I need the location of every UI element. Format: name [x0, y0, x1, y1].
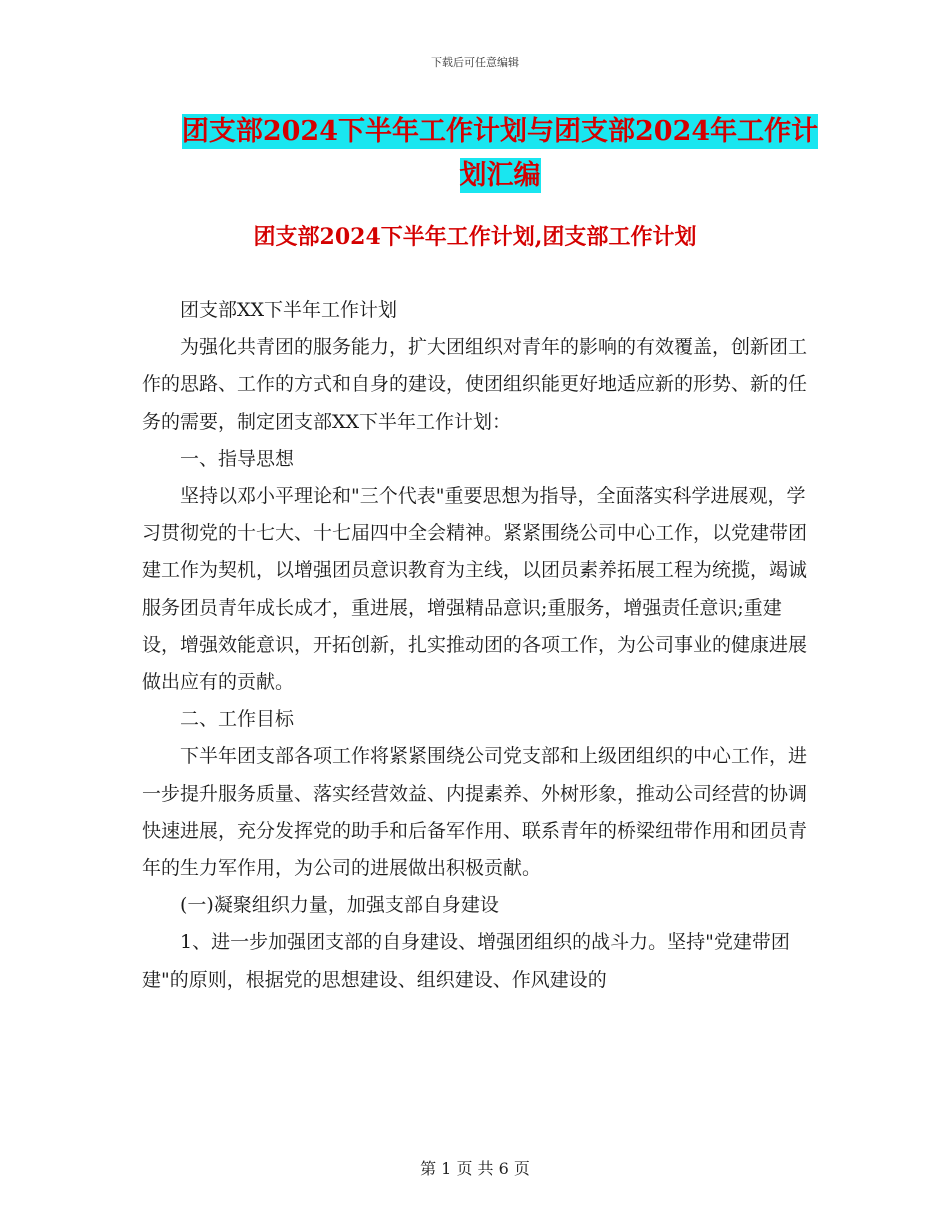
paragraph-item-1: 1、进一步加强团支部的自身建设、增强团组织的战斗力。坚持"党建带团建"的原则，根据党的思想建设、组织建设、作风建设的	[142, 931, 790, 991]
document-title	[140, 110, 860, 198]
heading-guiding-thought: 一、指导思想	[180, 447, 295, 470]
header-note: 下载后可任意编辑	[431, 56, 519, 69]
title-line-2: 划汇编	[459, 160, 541, 191]
title-line-1: 团支部2024下半年工作计划与团支部2024年工作计	[181, 116, 819, 147]
paragraph-plan-name: 团支部XX下半年工作计划	[180, 299, 398, 321]
page-footer: 第 1 页 共 6 页	[420, 1159, 530, 1178]
document-body	[142, 292, 810, 999]
section-title: 团支部2024下半年工作计划,团支部工作计划	[253, 224, 697, 250]
heading-subsection-1: (一)凝聚组织力量，加强支部自身建设	[180, 894, 499, 917]
heading-work-goals: 二、工作目标	[180, 708, 295, 731]
paragraph-guiding-thought: 坚持以邓小平理论和"三个代表"重要思想为指导，全面落实科学进展观，学习贯彻党的十七大、十七届四中全会精神。紧紧围绕公司中心工作，以党建带团建工作为契机，以增强团员意识教育为主线，以团员素养拓展工程为统揽，竭诚服务团员青年成长成才，重进展，增强精品意识;重服务，增强责任意识;重建设，增强效能意识，开拓创新，扎实推动团的各项工作，为公司事业的健康进展做出应有的贡献。	[142, 485, 808, 694]
paragraph-intro: 为强化共青团的服务能力，扩大团组织对青年的影响的有效覆盖，创新团工作的思路、工作的方式和自身的建设，使团组织能更好地适应新的形势、新的任务的需要，制定团支部XX下半年工作计划：	[142, 336, 808, 433]
paragraph-work-goals: 下半年团支部各项工作将紧紧围绕公司党支部和上级团组织的中心工作，进一步提升服务质量、落实经营效益、内提素养、外树形象，推动公司经营的协调快速进展，充分发挥党的助手和后备军作用、联系青年的桥梁纽带作用和团员青年的生力军作用，为公司的进展做出积极贡献。	[142, 745, 808, 880]
